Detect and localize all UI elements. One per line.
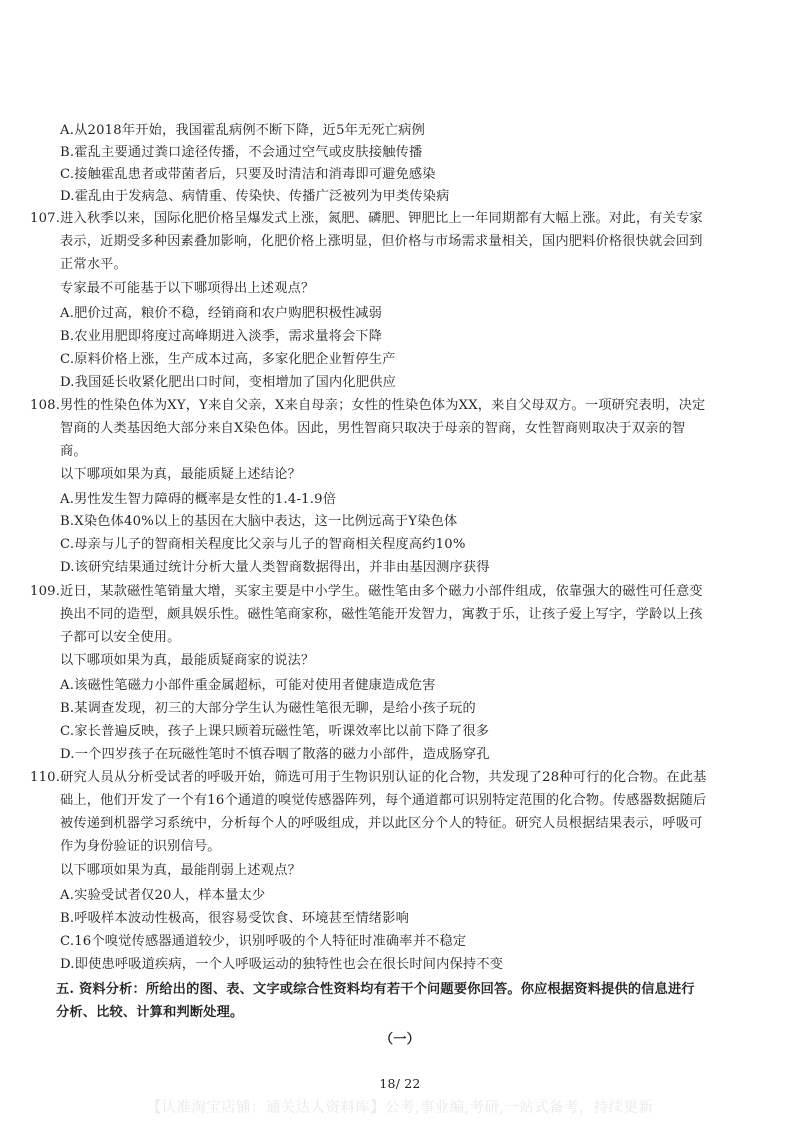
q106-option-a: A.从2018年开始，我国霍乱病例不断下降，近5年无死亡病例	[60, 123, 425, 138]
q110-stem-line: 被传递到机器学习系统中，分析每个人的呼吸组成，并以此区分个人的特征。研究人员根据结果表示，呼吸可	[60, 816, 703, 831]
q107-option-d: D.我国延长收紧化肥出口时间，变相增加了国内化肥供应	[60, 375, 396, 390]
q107-stem-line: 正常水平。	[60, 257, 127, 272]
q110-option-b: B.呼吸样本波动性极高，很容易受饮食、环境甚至情绪影响	[60, 911, 409, 926]
page-number: 18/ 22	[379, 1076, 421, 1091]
q110-stem-line: 110.研究人员从分析受试者的呼吸开始，筛选可用于生物识别认证的化合物，共发现了28种可行的化合物。在此基	[30, 770, 707, 785]
q109-stem-line: 109.近日，某款磁性笔销量大增，买家主要是中小学生。磁性笔由多个磁力小部件组成，依靠强大的磁性可任意变	[30, 584, 703, 599]
q108-option-b: B.X染色体40%以上的基因在大脑中表达，这一比例远高于Y染色体	[60, 514, 458, 529]
q110-stem-line: 础上，他们开发了一个有16个通道的嗅觉传感器阵列，每个通道都可识别特定范围的化合物。传感器数据随后	[60, 793, 707, 808]
q106-option-b: B.霍乱主要通过粪口途径传播，不会通过空气或皮肤接触传播	[60, 145, 423, 160]
q107-stem-line: 表示，近期受多种因素叠加影响，化肥价格上涨明显，但价格与市场需求量相关，国内肥料价格很快就会回到	[60, 234, 703, 249]
q108-stem-line: 商。	[60, 444, 87, 459]
q108-question: 以下哪项如果为真，最能质疑上述结论？	[60, 467, 301, 482]
q110-stem-line: 作为身份验证的识别信号。	[60, 839, 221, 854]
q110-option-c: C.16个嗅觉传感器通道较少，识别呼吸的个人特征时准确率并不稳定	[60, 934, 467, 949]
q109-question: 以下哪项如果为真，最能质疑商家的说法？	[60, 653, 315, 668]
q110-option-d: D.即使患呼吸道疾病，一个人呼吸运动的独特性也会在很长时间内保持不变	[60, 957, 504, 972]
q110-option-a: A.实验受试者仅20人，样本量太少	[60, 888, 266, 903]
q109-stem-line: 子都可以安全使用。	[60, 630, 181, 645]
q107-option-b: B.农业用肥即将度过高峰期进入淡季，需求量将会下降	[60, 329, 383, 344]
q108-option-d: D.该研究结果通过统计分析大量人类智商数据得出，并非由基因测序获得	[60, 560, 490, 575]
section-heading: 五. 资料分析：所给出的图、表、文字或综合性资料均有若干个问题要你回答。你应根据资料提供的信息进行	[56, 982, 695, 997]
q109-option-b: B.某调查发现，初三的大部分学生认为磁性笔很无聊，是给小孩子玩的	[60, 701, 476, 716]
q107-option-a: A.肥价过高，粮价不稳，经销商和农户购肥积极性减弱	[60, 306, 383, 321]
watermark: 【认准淘宝店铺：通关达人资料库】公考,事业编,考研,一站式备考，持续更新	[146, 1100, 654, 1116]
part-label: （一）	[379, 1032, 421, 1047]
q108-stem-line: 108.男性的性染色体为XY，Y来自父亲，X来自母亲；女性的性染色体为XX，来自父母双方。一项研究表明，决定	[30, 398, 706, 413]
q107-question: 专家最不可能基于以下哪项得出上述观点？	[60, 281, 315, 296]
q108-option-c: C.母亲与儿子的智商相关程度比父亲与儿子的智商相关程度高约10%	[60, 537, 466, 552]
q107-stem-line: 107.进入秋季以来，国际化肥价格呈爆发式上涨，氮肥、磷肥、钾肥比上一年同期都有大幅上涨。对此，有关专家	[30, 211, 703, 226]
q110-question: 以下哪项如果为真，最能削弱上述观点？	[60, 863, 301, 878]
q107-option-c: C.原料价格上涨，生产成本过高，多家化肥企业暂停生产	[60, 352, 396, 367]
q106-option-c: C.接触霍乱患者或带菌者后，只要及时清洁和消毒即可避免感染	[60, 167, 436, 182]
q109-option-d: D.一个四岁孩子在玩磁性笔时不慎吞咽了散落的磁力小部件，造成肠穿孔	[60, 747, 490, 762]
q109-option-c: C.家长普遍反映，孩子上课只顾着玩磁性笔，听课效率比以前下降了很多	[60, 724, 490, 739]
q109-stem-line: 换出不同的造型，颇具娱乐性。磁性笔商家称，磁性笔能开发智力，寓教于乐，让孩子爱上写字，学龄以上孩	[60, 607, 703, 622]
q109-option-a: A.该磁性笔磁力小部件重金属超标，可能对使用者健康造成危害	[60, 678, 436, 693]
section-heading: 分析、比较、计算和判断处理。	[56, 1005, 244, 1020]
q106-option-d: D.霍乱由于发病急、病情重、传染快、传播广泛被列为甲类传染病	[60, 189, 450, 204]
q108-stem-line: 智商的人类基因绝大部分来自X染色体。因此，男性智商只取决于母亲的智商，女性智商则取决于双亲的智	[60, 421, 686, 436]
q108-option-a: A.男性发生智力障碍的概率是女性的1.4-1.9倍	[60, 492, 337, 507]
